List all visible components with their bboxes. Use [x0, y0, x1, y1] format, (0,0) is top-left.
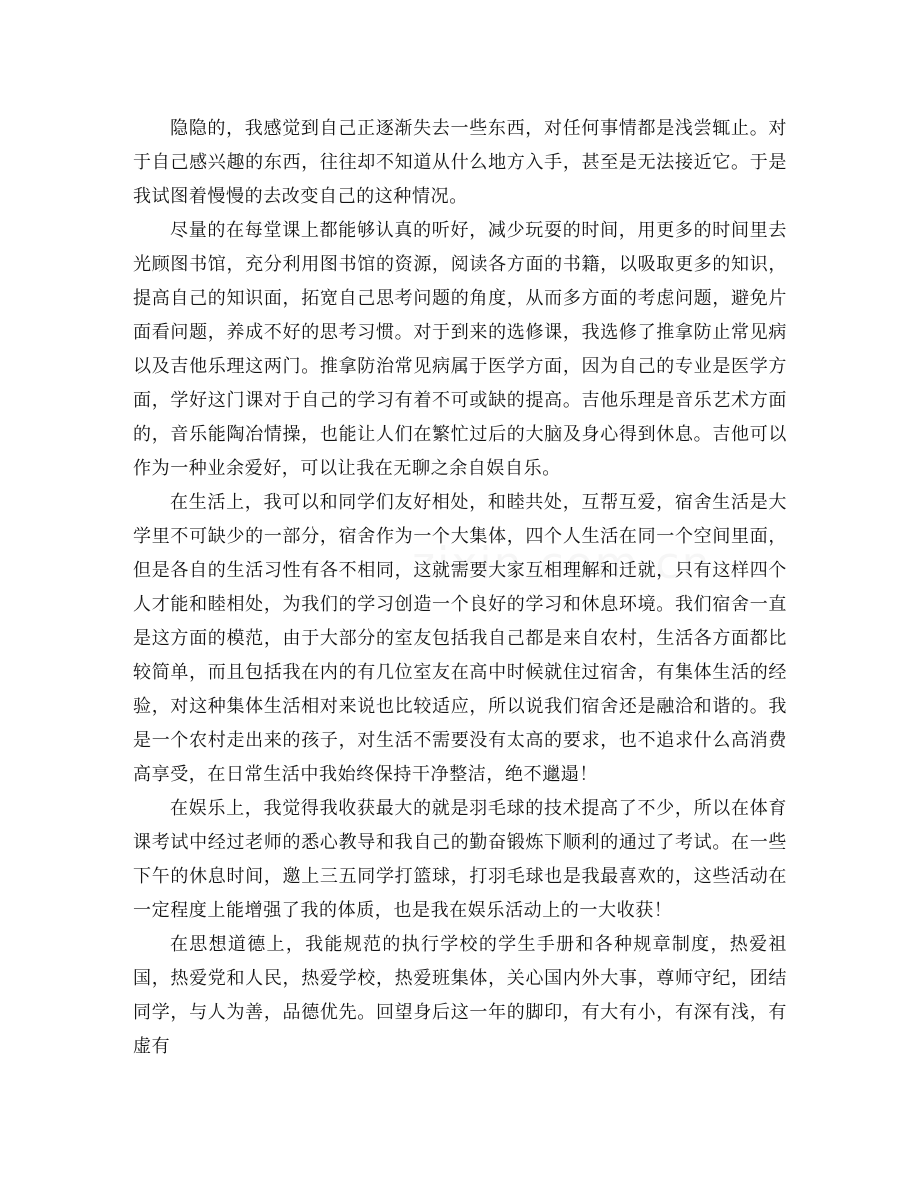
document-body	[133, 112, 787, 1064]
paragraph: 在生活上，我可以和同学们友好相处，和睦共处，互帮互爱，宿舍生活是大学里不可缺少的一部分，宿舍作为一个大集体，四个人生活在同一个空间里面，但是各自的生活习性有各不相同，这就需要大家互相理解和迁就，只有这样四个人才能和睦相处，为我们的学习创造一个良好的学习和休息环境。我们宿舍一直是这方面的模范，由于大部分的室友包括我自己都是来自农村，生活各方面都比较简单，而且包括我在内的有几位室友在高中时候就住过宿舍，有集体生活的经验，对这种集体生活相对来说也比较适应，所以说我们宿舍还是融洽和谐的。我是一个农村走出来的孩子，对生活不需要没有太高的要求，也不追求什么高消费高享受，在日常生活中我始终保持干净整洁，绝不邋遢！	[133, 492, 787, 785]
paragraph: 隐隐的，我感觉到自己正逐渐失去一些东西，对任何事情都是浅尝辄止。对于自己感兴趣的东西，往往却不知道从什么地方入手，甚至是无法接近它。于是我试图着慢慢的去改变自己的这种情况。	[133, 118, 787, 207]
paragraph: 在思想道德上，我能规范的执行学校的学生手册和各种规章制度，热爱祖国，热爱党和人民，热爱学校，热爱班集体，关心国内外大事，尊师守纪，团结同学，与人为善，品德优先。回望身后这一年的脚印，有大有小，有深有浅，有虚有	[133, 934, 787, 1057]
paragraph: 在娱乐上，我觉得我收获最大的就是羽毛球的技术提高了不少，所以在体育课考试中经过老师的悉心教导和我自己的勤奋锻炼下顺利的通过了考试。在一些下午的休息时间，邀上三五同学打篮球，打羽毛球也是我最喜欢的，这些活动在一定程度上能增强了我的体质，也是我在娱乐活动上的一大收获！	[133, 798, 787, 921]
paragraph: 尽量的在每堂课上都能够认真的听好，减少玩耍的时间，用更多的时间里去光顾图书馆，充分利用图书馆的资源，阅读各方面的书籍，以吸取更多的知识，提高自己的知识面，拓宽自己思考问题的角度，从而多方面的考虑问题，避免片面看问题，养成不好的思考习惯。对于到来的选修课，我选修了推拿防止常见病以及吉他乐理这两门。推拿防治常见病属于医学方面，因为自己的专业是医学方面，学好这门课对于自己的学习有着不可或缺的提高。吉他乐理是音乐艺术方面的，音乐能陶冶情操，也能让人们在繁忙过后的大脑及身心得到休息。吉他可以作为一种业余爱好，可以让我在无聊之余自娱自乐。	[133, 220, 787, 479]
